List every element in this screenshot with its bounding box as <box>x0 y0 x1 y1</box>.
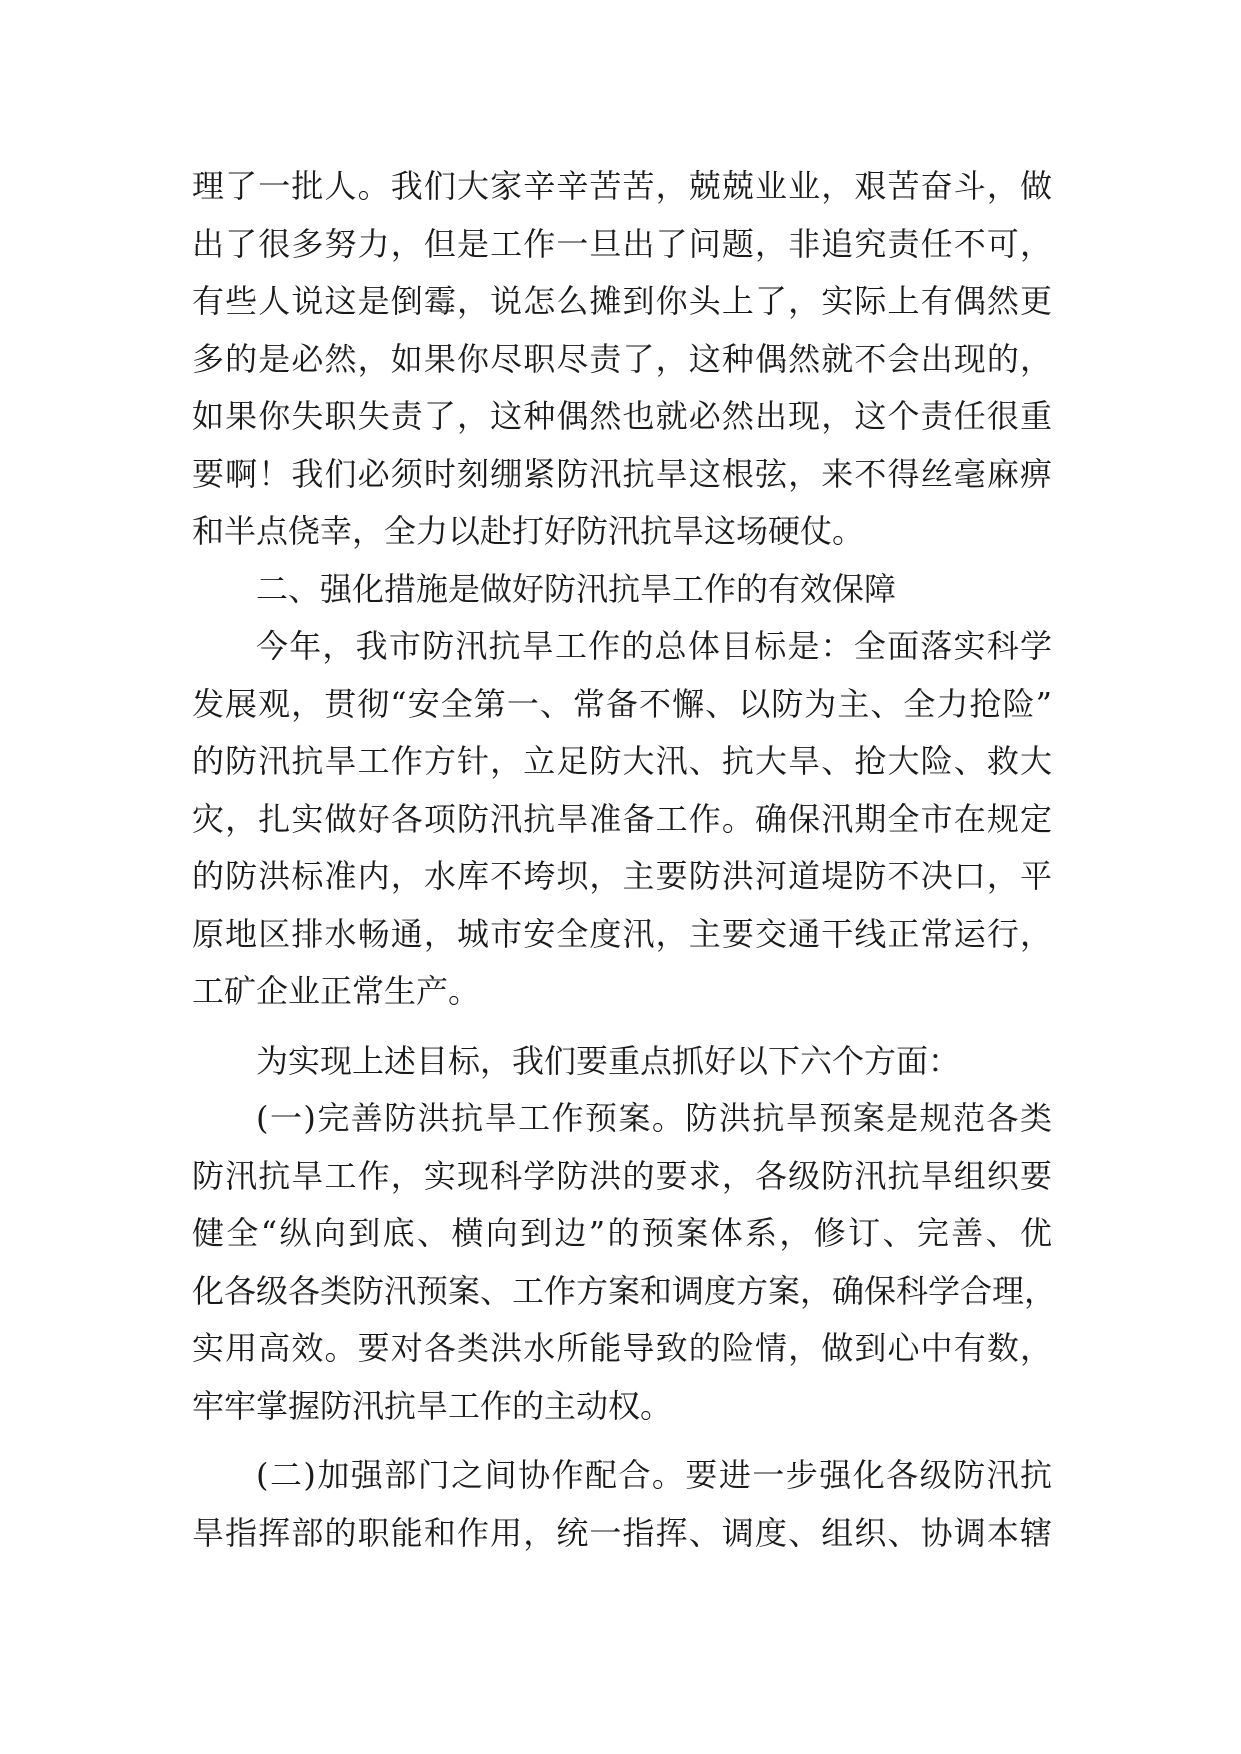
text-line: 灾，扎实做好各项防汛抗旱准备工作。确保汛期全市在规定 <box>192 799 1052 838</box>
text-line: 今年，我市防汛抗旱工作的总体目标是：全面落实科学 <box>256 627 1052 665</box>
text-line: 如果你失职失责了，这种偶然也就必然出现，这个责任很重 <box>192 397 1052 435</box>
text-line: 实用高效。要对各类洪水所能导致的险情，做到心中有数， <box>192 1329 1052 1367</box>
text-line: 防汛抗旱工作，实现科学防洪的要求，各级防汛抗旱组织要 <box>192 1156 1052 1195</box>
text-line: 牢牢掌握防汛抗旱工作的主动权。 <box>192 1386 673 1425</box>
text-line: 要啊！我们必须时刻绷紧防汛抗旱这根弦，来不得丝毫麻痹 <box>192 454 1052 493</box>
text-line: 的防汛抗旱工作方针，立足防大汛、抗大旱、抢大险、救大 <box>192 742 1052 780</box>
section-heading: 二、强化措施是做好防汛抗旱工作的有效保障 <box>256 569 897 608</box>
text-line: (一)完善防洪抗旱工作预案。防洪抗旱预案是规范各类 <box>256 1099 1052 1137</box>
text-line: 多的是必然，如果你尽职尽责了，这种偶然就不会出现的， <box>192 339 1052 378</box>
text-line: 旱指挥部的职能和作用，统一指挥、调度、组织、协调本辖 <box>192 1513 1052 1552</box>
text-line: 发展观，贯彻“安全第一、常备不懈、以防为主、全力抢险” <box>192 684 1052 723</box>
text-line: 理了一批人。我们大家辛辛苦苦，兢兢业业，艰苦奋斗，做 <box>192 167 1052 205</box>
text-line: 出了很多努力，但是工作一旦出了问题，非追究责任不可， <box>192 224 1052 263</box>
text-line: 原地区排水畅通，城市安全度汛，主要交通干线正常运行， <box>192 914 1052 953</box>
text-line: 健全“纵向到底、横向到边”的预案体系，修订、完善、优 <box>192 1214 1052 1252</box>
text-line: 和半点侥幸，全力以赴打好防汛抗旱这场硬仗。 <box>192 512 865 550</box>
text-line: 工矿企业正常生产。 <box>192 972 481 1010</box>
text-line: 的防洪标准内，水库不垮坝，主要防洪河道堤防不决口，平 <box>192 857 1052 895</box>
text-line: 为实现上述目标，我们要重点抓好以下六个方面： <box>256 1041 961 1080</box>
text-line: 有些人说这是倒霉，说怎么摊到你头上了，实际上有偶然更 <box>192 282 1052 320</box>
text-line: (二)加强部门之间协作配合。要进一步强化各级防汛抗 <box>256 1456 1052 1494</box>
text-line: 化各级各类防汛预案、工作方案和调度方案，确保科学合理， <box>192 1271 1057 1310</box>
document-body <box>192 158 1057 1562</box>
